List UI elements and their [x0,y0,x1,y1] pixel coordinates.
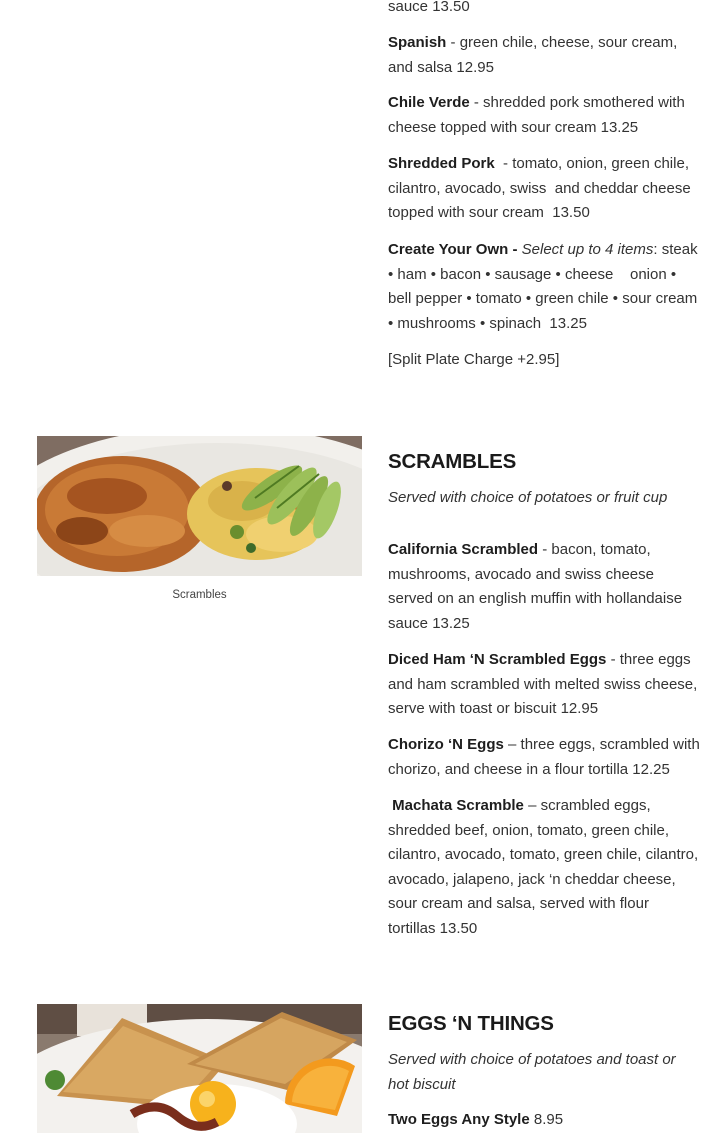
menu-item-chile-verde [388,91,700,140]
menu-item-diced-ham [388,648,706,722]
item-separator: - [494,155,513,172]
item-name: Diced Ham ‘N Scrambled Eggs [388,651,607,668]
item-separator: - [446,34,460,51]
item-name: Chile Verde [388,94,470,111]
scrambles-plate-image [37,436,362,576]
item-name: Spanish [388,34,447,51]
scrambles-section-header [388,450,700,474]
scrambles-subtitle-wrap [388,486,700,511]
item-separator: – [503,736,521,753]
item-description: 8.95 [533,1111,564,1128]
item-separator: - [538,541,552,558]
menu-item-create-your-own [388,238,700,336]
item-separator: - [469,94,484,111]
item-name: Create Your Own - [388,241,518,258]
item-name: Shredded Pork [388,155,495,172]
item-description: green chile, cheese, sour cream, and salsa 12.95 [388,34,678,76]
item-description: tomato, onion, green chile, cilantro, avocado, swiss and cheddar cheese topped with sour cream 13.50 [388,155,695,221]
split-plate-text: [Split Plate Charge +2.95] [388,351,560,368]
partial-line: sauce 13.50 [388,0,470,15]
item-description: three eggs and ham scrambled with melted swiss cheese, serve with toast or biscuit 12.95 [388,651,698,717]
section-title: EGGS ‘N THINGS [388,1012,554,1035]
item-description: three eggs, scrambled with chorizo, and cheese in a flour tortilla 12.25 [388,736,700,778]
menu-item-machata-scramble [388,794,703,941]
item-name: Two Eggs Any Style [388,1111,530,1128]
eggs-plate-image [37,1004,362,1133]
section-subtitle: Served with choice of potatoes and toast or hot biscuit [388,1051,676,1093]
item-description: shredded pork smothered with cheese topped with sour cream 13.25 [388,94,685,136]
item-description: bacon, tomato, mushrooms, avocado and swiss cheese served on an english muffin with hollandaise sauce 13.25 [388,541,683,632]
scrambles-caption: Scrambles [172,589,227,601]
eggs-n-things-photo [37,1004,362,1133]
menu-item-two-eggs-any-style [388,1108,700,1133]
item-name: Machata Scramble [388,797,524,814]
eggs-n-things-section-header [388,1012,700,1036]
menu-item-chorizo-n-eggs [388,733,700,782]
menu-item-shredded-pork [388,152,700,226]
menu-item-california-scrambled [388,538,700,636]
item-separator: - [606,651,620,668]
item-description: : steak • ham • bacon • sausage • cheese onion • bell pepper • tomato • green chile • sour cream • mushrooms • spinach 13.25 [388,241,702,332]
section-title: SCRAMBLES [388,450,517,473]
item-name: California Scrambled [388,541,539,558]
item-separator: – [523,797,541,814]
item-description: scrambled eggs, shredded beef, onion, tomato, green chile, cilantro, avocado, tomato, green chile, cilantro, avocado, jalapeno, jack ‘n cheddar cheese, sour cream and salsa, served with flour tortillas 13.50 [388,797,703,937]
previous-section-tail [388,0,700,20]
section-subtitle: Served with choice of potatoes or fruit cup [388,489,668,506]
split-plate-note [388,348,700,373]
menu-item-spanish [388,31,700,80]
item-note: Select up to 4 items [521,241,654,258]
item-name: Chorizo ‘N Eggs [388,736,504,753]
eggs-n-things-subtitle-wrap [388,1048,700,1097]
scrambles-photo [37,436,362,576]
